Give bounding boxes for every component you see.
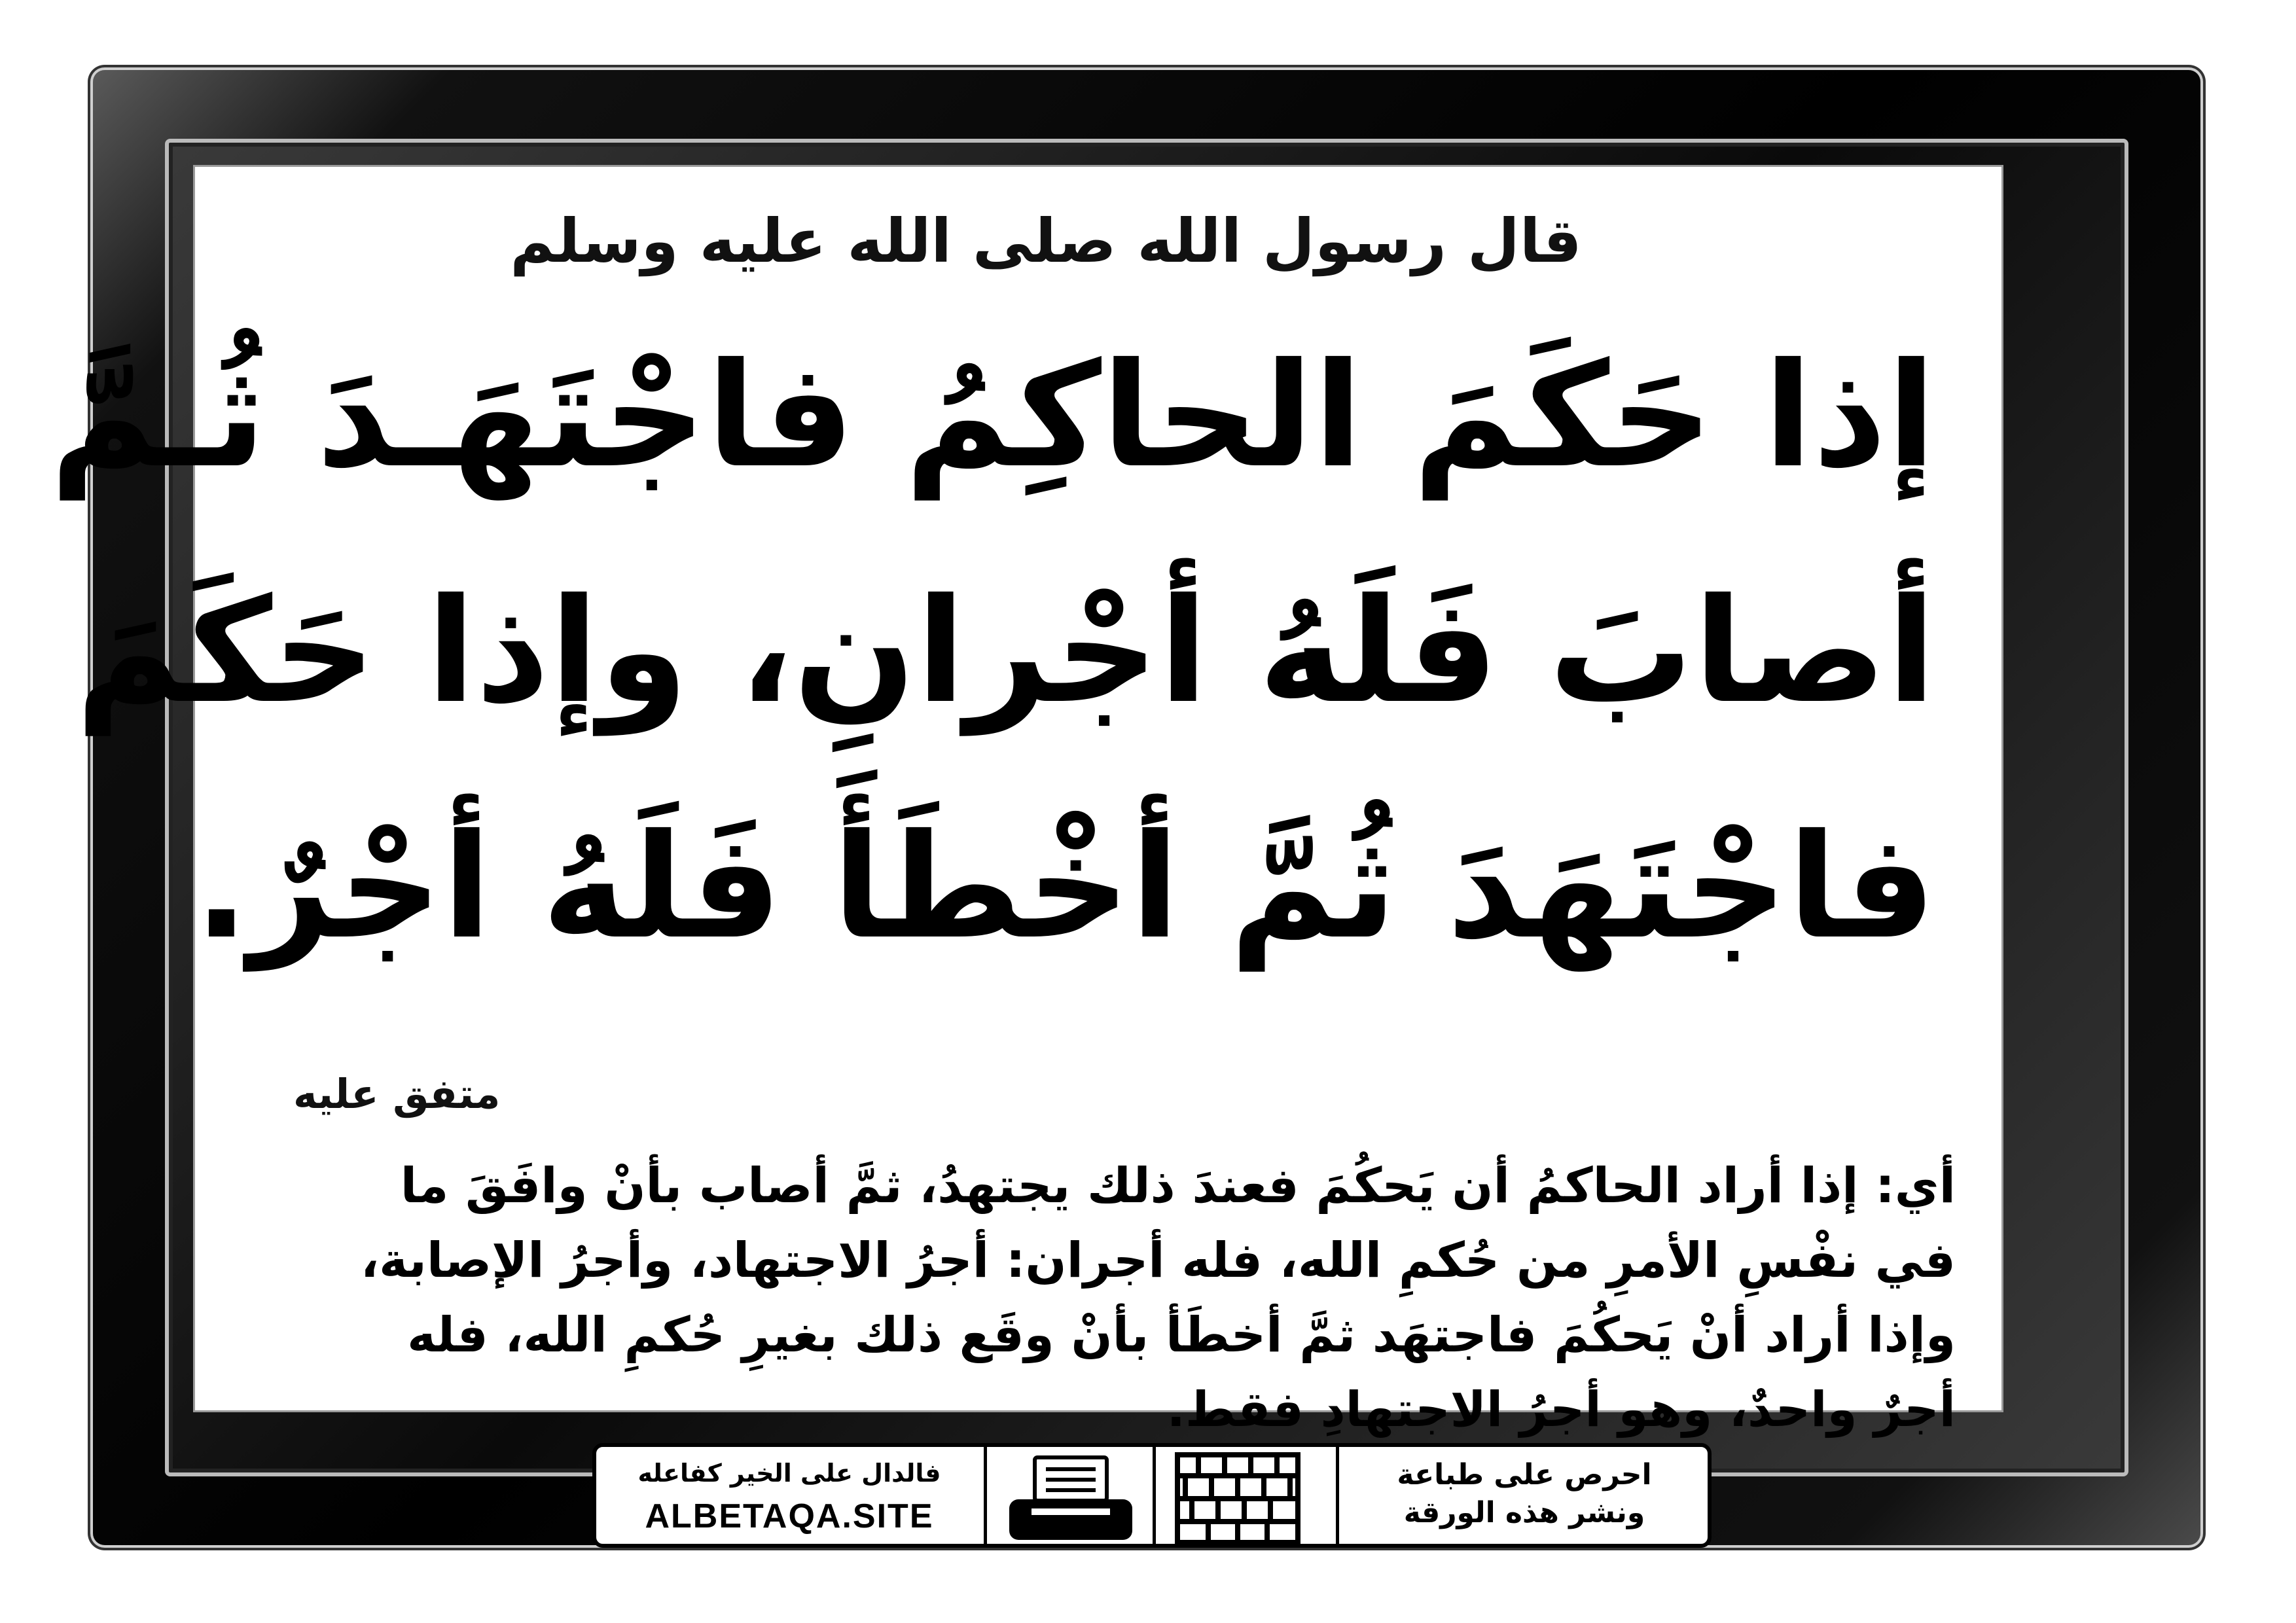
footer-note-line-1: احرص على طباعة [1397,1458,1652,1491]
explanation-line-1: أي: إذا أراد الحاكمُ أن يَحكُمَ فعندَ ذلك يجتهدُ، ثمَّ أصاب بأنْ وافَقَ ما [400,1158,1956,1214]
footer-divider [1153,1447,1156,1544]
hadith-text [50,298,1936,1005]
footer-website[interactable]: ALBETAQA.SITE [645,1497,934,1535]
explanation-line-4: أجرٌ واحدٌ، وهو أجرُ الاجتهادِ فقط. [1166,1382,1956,1438]
hadith-line-3: فاجْتَهَدَ ثُمَّ أخْطَأَ فَلَهُ أجْرٌ. [194,803,1936,971]
content-panel [50,167,2001,1438]
footer-note-line-2: ونشر هذه الورقة [1403,1496,1645,1529]
hadith-source: متفق عليه [293,1070,501,1118]
hadith-line-1: إذا حَكَمَ الحاكِمُ فاجْتَهَـدَ ثُـمَّ [50,332,1936,499]
footer-bar [592,1443,1712,1548]
dawat-alwaraqa-logo [1172,1450,1303,1548]
footer-divider [1336,1447,1339,1544]
footer-divider [984,1447,987,1544]
explanation-line-3: وإذا أراد أنْ يَحكُمَ فاجتهَد ثمَّ أخطَأ بأنْ وقَع ذلك بغيرِ حُكمِ الله، فله [407,1307,1956,1363]
explanation-text [228,1149,1956,1447]
footer-print-note [1341,1447,1708,1544]
hadith-line-2: أصابَ فَلَهُ أجْرانِ، وإذا حَكَمَ [75,567,1936,735]
footer-website-block [596,1447,982,1544]
footer-motto: فالدال على الخير كفاعله [637,1459,941,1488]
printer-icon [1005,1454,1136,1545]
explanation-line-2: في نفْسِ الأمرِ من حُكمِ الله، فله أجران: أجرُ الاجتهاد، وأجرُ الإصابة، [361,1232,1956,1289]
page-heading: قال رسول الله صلى الله عليه وسلم [510,206,1582,276]
